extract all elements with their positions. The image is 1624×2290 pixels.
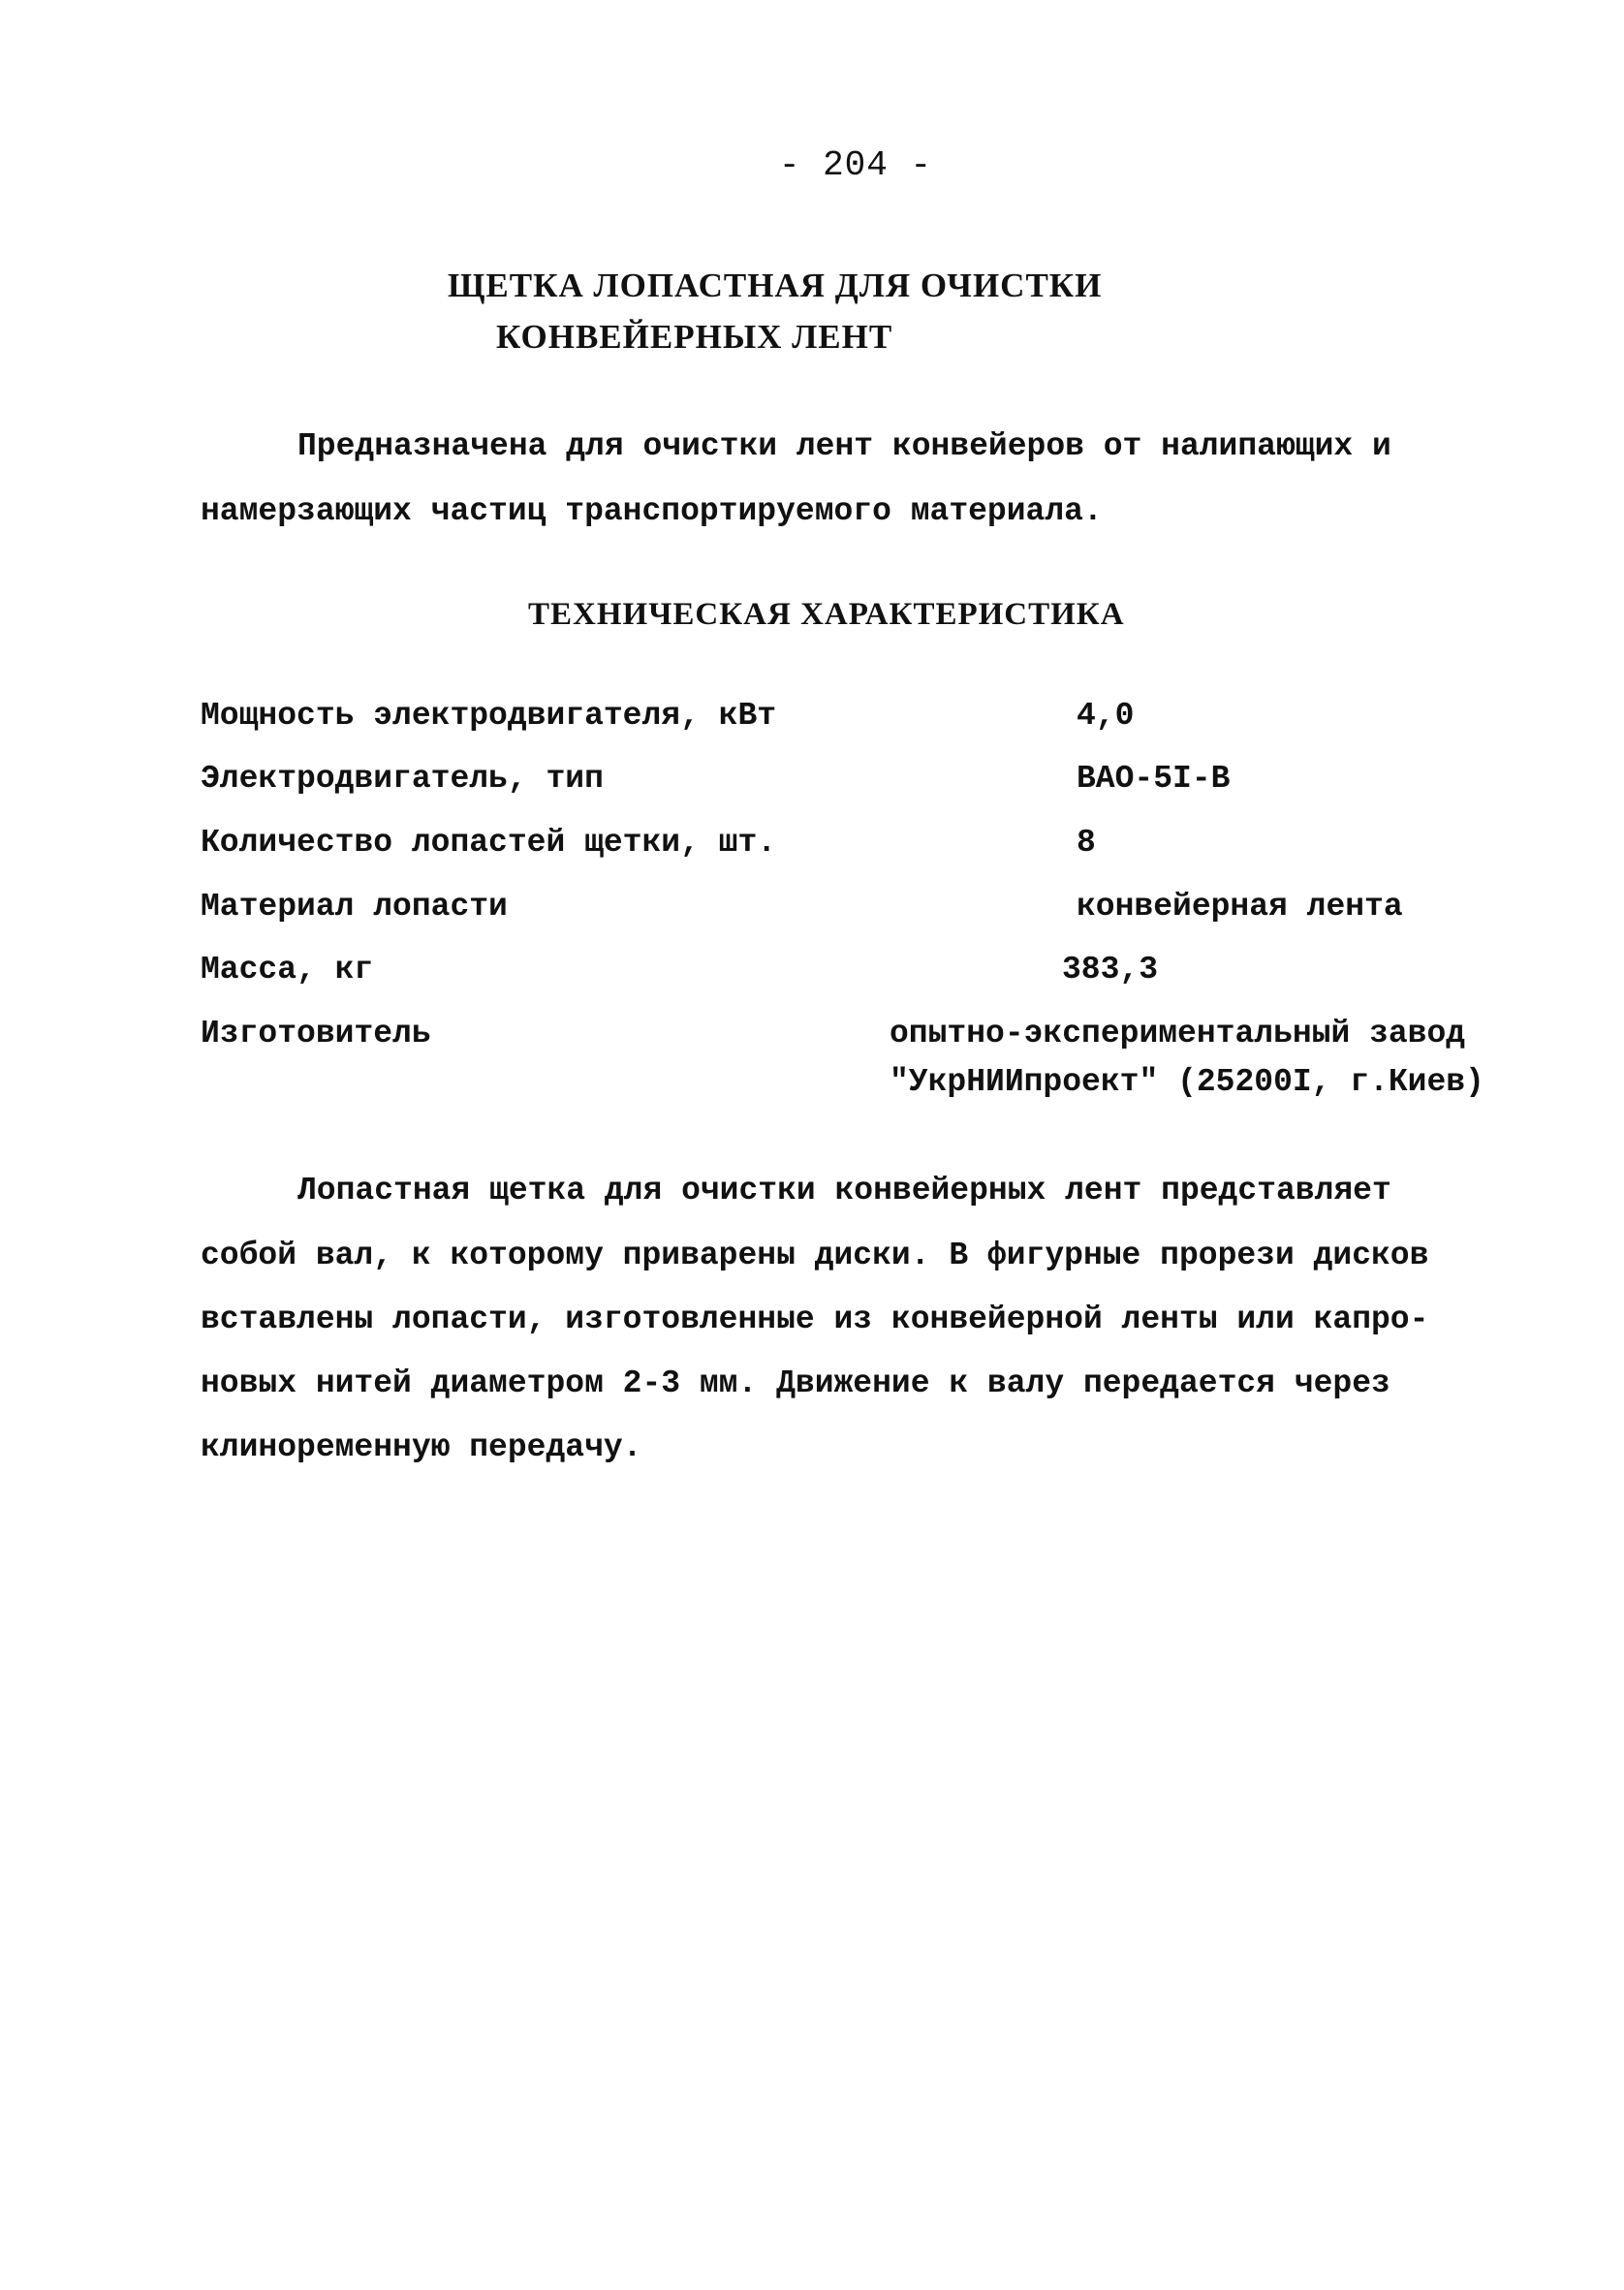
document-title-line-1: ЩЕТКА ЛОПАСТНАЯ ДЛЯ ОЧИСТКИ: [448, 267, 1103, 304]
spec-value-manufacturer-line-1: опытно-экспериментальный завод: [890, 1016, 1466, 1051]
spec-value-motor-type: ВАО-5I-В: [1077, 761, 1231, 797]
spec-label-blade-count: Количество лопастей щетки, шт.: [201, 825, 777, 861]
spec-label-motor-type: Электродвигатель, тип: [201, 761, 604, 797]
spec-value-mass: 383,3: [1062, 952, 1159, 988]
description-line: клиноременную передачу.: [201, 1429, 642, 1465]
spec-label-mass: Масса, кг: [201, 952, 374, 988]
description-line: Лопастная щетка для очистки конвейерных лент представляет: [297, 1173, 1391, 1208]
spec-label-manufacturer: Изготовитель: [201, 1016, 431, 1051]
spec-label-motor-power: Мощность электродвигателя, кВт: [201, 698, 777, 734]
description-line: собой вал, к которому приварены диски. В фигурные прорези дисков: [201, 1238, 1429, 1273]
intro-line-1: Предназначена для очистки лент конвейеров от налипающих и: [297, 428, 1391, 464]
description-line: новых нитей диаметром 2-3 мм. Движение к валу передается через: [201, 1365, 1390, 1401]
spec-value-blade-count: 8: [1077, 825, 1096, 861]
spec-value-manufacturer-line-2: "УкрНИИпроект" (25200I, г.Киев): [890, 1064, 1484, 1100]
page-number: - 204 -: [778, 145, 933, 185]
spec-value-blade-material: конвейерная лента: [1077, 889, 1403, 925]
specs-heading: ТЕХНИЧЕСКАЯ ХАРАКТЕРИСТИКА: [528, 597, 1125, 632]
description-line: вставлены лопасти, изготовленные из конвейерной ленты или капро-: [201, 1302, 1429, 1337]
intro-line-2: намерзающих частиц транспортируемого материала.: [201, 493, 1103, 529]
spec-label-blade-material: Материал лопасти: [201, 889, 508, 925]
spec-value-motor-power: 4,0: [1077, 698, 1135, 734]
document-title-line-2: КОНВЕЙЕРНЫХ ЛЕНТ: [496, 318, 893, 356]
